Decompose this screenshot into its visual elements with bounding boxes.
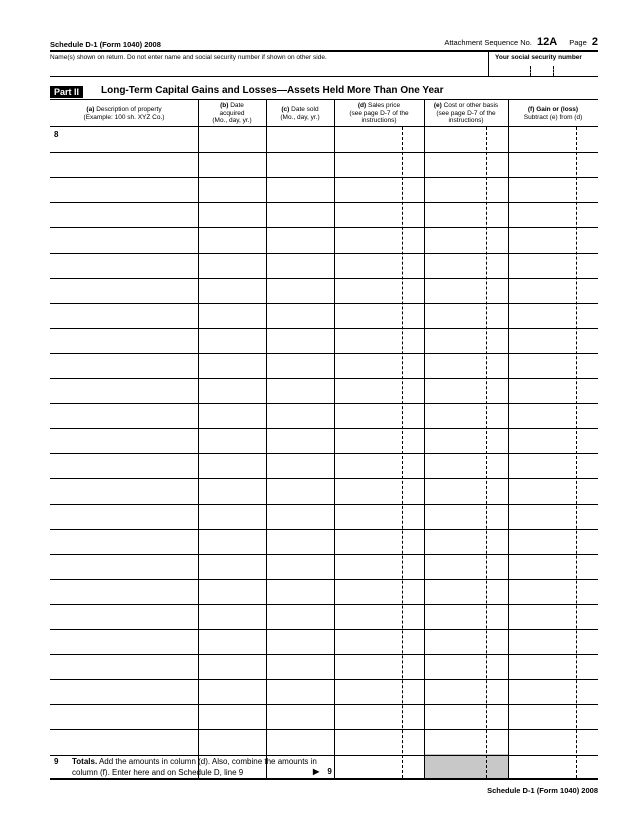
row-cell-gain-loss[interactable] xyxy=(509,153,598,177)
ssn-label: Your social security number xyxy=(495,54,582,61)
col-e-header xyxy=(424,102,508,125)
row-cell-sales-price[interactable] xyxy=(335,630,424,654)
col-b-line2: acquired xyxy=(219,109,245,117)
line-9-desc: Add the amounts in column (d). Also, combine the amounts in column (f). Enter here and on Schedule D, line 9 xyxy=(72,757,317,777)
row-cell-cost-basis[interactable] xyxy=(425,605,508,629)
col-e-total-shaded xyxy=(425,754,508,778)
row-cell-gain-loss[interactable] xyxy=(509,429,598,453)
col-d-header xyxy=(334,102,424,125)
row-cell-date-sold[interactable] xyxy=(267,279,334,303)
row-cell-date-sold[interactable] xyxy=(267,354,334,378)
page-label: Page xyxy=(569,38,587,47)
ssn-separator-1 xyxy=(530,66,531,76)
row-cell-cost-basis[interactable] xyxy=(425,505,508,529)
line-9-ref-number: 9 xyxy=(327,767,332,776)
row-cell-description[interactable] xyxy=(50,379,198,403)
row-cell-sales-price[interactable] xyxy=(335,128,424,152)
row-cell-gain-loss[interactable] xyxy=(509,530,598,554)
col-f-header xyxy=(508,106,598,121)
row-cell-date-sold[interactable] xyxy=(267,228,334,252)
row-cell-description[interactable] xyxy=(50,555,198,579)
row-cell-description[interactable] xyxy=(50,354,198,378)
part-title: Long-Term Capital Gains and Losses—Assets Held More Than One Year xyxy=(101,85,444,96)
row-cell-gain-loss[interactable] xyxy=(509,454,598,478)
row-cell-description[interactable] xyxy=(50,605,198,629)
row-cell-gain-loss[interactable] xyxy=(509,178,598,202)
row-cell-cost-basis[interactable] xyxy=(425,228,508,252)
name-field[interactable] xyxy=(50,62,487,76)
row-cell-cost-basis[interactable] xyxy=(425,128,508,152)
col-sep-f xyxy=(508,100,509,778)
row-cell-description[interactable] xyxy=(50,530,198,554)
row-cell-date-acquired[interactable] xyxy=(199,730,266,754)
col-sep-e xyxy=(424,100,425,778)
row-cell-cost-basis[interactable] xyxy=(425,530,508,554)
row-cell-date-sold[interactable] xyxy=(267,454,334,478)
total-gain-loss-field[interactable] xyxy=(509,754,598,778)
row-cell-cost-basis[interactable] xyxy=(425,680,508,704)
row-cell-gain-loss[interactable] xyxy=(509,705,598,729)
row-cell-date-acquired[interactable] xyxy=(199,254,266,278)
part-tag: Part II xyxy=(50,86,83,98)
row-cell-date-sold[interactable] xyxy=(267,605,334,629)
col-c-text: Date sold xyxy=(291,106,319,113)
row-cell-cost-basis[interactable] xyxy=(425,254,508,278)
col-a-letter: (a) xyxy=(86,106,95,113)
part-rule xyxy=(50,99,598,100)
row-cell-cost-basis[interactable] xyxy=(425,379,508,403)
header-rule xyxy=(50,50,598,52)
col-a-sub: (Example: 100 sh. XYZ Co.) xyxy=(83,113,165,121)
row-cell-date-acquired[interactable] xyxy=(199,354,266,378)
col-d-line2: (see page D-7 of the xyxy=(349,109,409,117)
row-cell-date-acquired[interactable] xyxy=(199,279,266,303)
attachment-label: Attachment Sequence No. xyxy=(444,38,532,47)
col-f-sub: Subtract (e) from (d) xyxy=(523,113,583,121)
row-cell-gain-loss[interactable] xyxy=(509,580,598,604)
row-cell-date-acquired[interactable] xyxy=(199,655,266,679)
row-cell-description[interactable] xyxy=(50,655,198,679)
row-cell-sales-price[interactable] xyxy=(335,304,424,328)
col-sep-c xyxy=(266,100,267,778)
row-cell-sales-price[interactable] xyxy=(335,655,424,679)
row-cell-date-acquired[interactable] xyxy=(199,454,266,478)
row-cell-cost-basis[interactable] xyxy=(425,304,508,328)
row-cell-sales-price[interactable] xyxy=(335,705,424,729)
row-cell-date-sold[interactable] xyxy=(267,128,334,152)
col-a-text: Description of property xyxy=(96,106,162,113)
col-header-rule xyxy=(50,126,598,127)
row-cell-date-acquired[interactable] xyxy=(199,153,266,177)
row-cell-description[interactable] xyxy=(50,429,198,453)
row-cell-cost-basis[interactable] xyxy=(425,354,508,378)
row-cell-sales-price[interactable] xyxy=(335,178,424,202)
row-cell-description[interactable] xyxy=(50,254,198,278)
col-sep-b xyxy=(198,100,199,778)
col-d-sub: instructions) xyxy=(361,117,397,124)
row-cell-date-sold[interactable] xyxy=(267,630,334,654)
row-cell-date-acquired[interactable] xyxy=(199,630,266,654)
row-cell-cost-basis[interactable] xyxy=(425,203,508,227)
row-cell-sales-price[interactable] xyxy=(335,379,424,403)
row-cell-date-sold[interactable] xyxy=(267,203,334,227)
line-9-ref xyxy=(313,767,332,776)
col-f-letter: (f) Gain or (loss) xyxy=(527,106,579,113)
col-b-letter: (b) xyxy=(220,102,229,109)
row-cell-cost-basis[interactable] xyxy=(425,153,508,177)
row-cell-sales-price[interactable] xyxy=(335,279,424,303)
names-rule xyxy=(50,76,598,77)
row-cell-date-acquired[interactable] xyxy=(199,404,266,428)
row-cell-description[interactable] xyxy=(50,153,198,177)
row-cell-description[interactable] xyxy=(50,680,198,704)
row-cell-sales-price[interactable] xyxy=(335,479,424,503)
bottom-rule xyxy=(50,778,598,780)
row-cell-sales-price[interactable] xyxy=(335,254,424,278)
row-cell-sales-price[interactable] xyxy=(335,730,424,754)
row-cell-cost-basis[interactable] xyxy=(425,705,508,729)
row-cell-date-acquired[interactable] xyxy=(199,379,266,403)
row-cell-cost-basis[interactable] xyxy=(425,555,508,579)
row-cell-date-acquired[interactable] xyxy=(199,178,266,202)
line-9-label: Totals. xyxy=(72,757,98,766)
row-cell-cost-basis[interactable] xyxy=(425,580,508,604)
col-d-cents-sep xyxy=(402,127,403,778)
row-cell-date-acquired[interactable] xyxy=(199,479,266,503)
col-sep-d xyxy=(334,100,335,778)
row-cell-description[interactable] xyxy=(50,630,198,654)
line-9-text xyxy=(72,756,320,778)
col-e-cents-sep xyxy=(486,127,487,778)
row-cell-gain-loss[interactable] xyxy=(509,630,598,654)
row-cell-date-sold[interactable] xyxy=(267,505,334,529)
attachment-seq: 12A xyxy=(536,36,558,48)
row-cell-cost-basis[interactable] xyxy=(425,329,508,353)
row-cell-gain-loss[interactable] xyxy=(509,730,598,754)
row-cell-sales-price[interactable] xyxy=(335,429,424,453)
line-8-number: 8 xyxy=(54,130,59,139)
row-cell-date-sold[interactable] xyxy=(267,730,334,754)
col-d-text: Sales price xyxy=(367,102,401,109)
row-cell-date-sold[interactable] xyxy=(267,655,334,679)
row-cell-date-acquired[interactable] xyxy=(199,680,266,704)
row-cell-date-sold[interactable] xyxy=(267,379,334,403)
row-cell-description[interactable] xyxy=(50,479,198,503)
row-cell-sales-price[interactable] xyxy=(335,404,424,428)
row-cell-date-sold[interactable] xyxy=(267,254,334,278)
col-c-header xyxy=(266,106,334,121)
row-cell-sales-price[interactable] xyxy=(335,228,424,252)
row-cell-description[interactable] xyxy=(50,404,198,428)
row-cell-date-acquired[interactable] xyxy=(199,555,266,579)
row-cell-date-acquired[interactable] xyxy=(199,329,266,353)
row-cell-sales-price[interactable] xyxy=(335,454,424,478)
ssn-field[interactable] xyxy=(489,62,597,76)
row-cell-gain-loss[interactable] xyxy=(509,655,598,679)
row-cell-date-acquired[interactable] xyxy=(199,605,266,629)
row-cell-gain-loss[interactable] xyxy=(509,605,598,629)
row-cell-date-acquired[interactable] xyxy=(199,530,266,554)
row-cell-cost-basis[interactable] xyxy=(425,630,508,654)
row-cell-description[interactable] xyxy=(50,128,198,152)
row-cell-gain-loss[interactable] xyxy=(509,404,598,428)
page-header-right xyxy=(444,36,598,48)
row-cell-gain-loss[interactable] xyxy=(509,304,598,328)
row-cell-sales-price[interactable] xyxy=(335,680,424,704)
row-cell-sales-price[interactable] xyxy=(335,354,424,378)
row-cell-description[interactable] xyxy=(50,705,198,729)
row-cell-description[interactable] xyxy=(50,279,198,303)
row-cell-sales-price[interactable] xyxy=(335,203,424,227)
col-e-sub: instructions) xyxy=(448,117,484,124)
row-cell-date-acquired[interactable] xyxy=(199,128,266,152)
row-cell-gain-loss[interactable] xyxy=(509,479,598,503)
row-cell-description[interactable] xyxy=(50,580,198,604)
row-cell-cost-basis[interactable] xyxy=(425,429,508,453)
row-cell-description[interactable] xyxy=(50,304,198,328)
row-cell-date-acquired[interactable] xyxy=(199,304,266,328)
row-cell-gain-loss[interactable] xyxy=(509,680,598,704)
row-cell-gain-loss[interactable] xyxy=(509,354,598,378)
row-cell-gain-loss[interactable] xyxy=(509,254,598,278)
row-cell-gain-loss[interactable] xyxy=(509,555,598,579)
row-cell-gain-loss[interactable] xyxy=(509,128,598,152)
row-cell-description[interactable] xyxy=(50,178,198,202)
row-cell-cost-basis[interactable] xyxy=(425,279,508,303)
row-cell-description[interactable] xyxy=(50,454,198,478)
row-cell-date-sold[interactable] xyxy=(267,580,334,604)
row-cell-date-sold[interactable] xyxy=(267,705,334,729)
line-9-number: 9 xyxy=(54,757,59,766)
row-cell-sales-price[interactable] xyxy=(335,530,424,554)
row-cell-cost-basis[interactable] xyxy=(425,730,508,754)
row-cell-cost-basis[interactable] xyxy=(425,454,508,478)
row-cell-description[interactable] xyxy=(50,228,198,252)
row-cell-cost-basis[interactable] xyxy=(425,479,508,503)
col-b-sub: (Mo., day, yr.) xyxy=(212,117,252,124)
row-cell-gain-loss[interactable] xyxy=(509,228,598,252)
row-cell-date-acquired[interactable] xyxy=(199,203,266,227)
row-cell-gain-loss[interactable] xyxy=(509,379,598,403)
col-e-text: Cost or other basis xyxy=(443,102,499,109)
page-number: 2 xyxy=(591,36,598,48)
row-cell-sales-price[interactable] xyxy=(335,329,424,353)
ssn-separator-2 xyxy=(553,66,554,76)
row-cell-gain-loss[interactable] xyxy=(509,279,598,303)
col-c-sub: (Mo., day, yr.) xyxy=(280,113,320,121)
row-cell-description[interactable] xyxy=(50,730,198,754)
row-cell-cost-basis[interactable] xyxy=(425,404,508,428)
row-cell-description[interactable] xyxy=(50,505,198,529)
row-cell-date-acquired[interactable] xyxy=(199,505,266,529)
col-b-header xyxy=(198,102,266,125)
row-cell-description[interactable] xyxy=(50,203,198,227)
row-cell-date-sold[interactable] xyxy=(267,555,334,579)
col-e-line2: (see page D-7 of the xyxy=(436,109,496,117)
row-cell-date-sold[interactable] xyxy=(267,329,334,353)
row-cell-date-acquired[interactable] xyxy=(199,429,266,453)
arrow-icon: ▶ xyxy=(313,767,320,776)
total-sales-price-field[interactable] xyxy=(335,754,424,778)
row-cell-date-sold[interactable] xyxy=(267,680,334,704)
row-cell-date-sold[interactable] xyxy=(267,479,334,503)
names-label: Name(s) shown on return. Do not enter name and social security number if shown on other side. xyxy=(50,54,327,61)
col-d-letter: (d) xyxy=(357,102,367,109)
row-cell-date-acquired[interactable] xyxy=(199,580,266,604)
row-cell-cost-basis[interactable] xyxy=(425,178,508,202)
row-cell-sales-price[interactable] xyxy=(335,153,424,177)
col-b-text: Date xyxy=(230,102,244,109)
row-cell-date-sold[interactable] xyxy=(267,530,334,554)
row-cell-date-sold[interactable] xyxy=(267,304,334,328)
row-cell-date-acquired[interactable] xyxy=(199,228,266,252)
row-cell-sales-price[interactable] xyxy=(335,555,424,579)
col-a-header xyxy=(50,106,198,121)
col-c-letter: (c) xyxy=(281,106,290,113)
col-e-letter: (e) xyxy=(433,102,442,109)
row-cell-date-acquired[interactable] xyxy=(199,705,266,729)
row-cell-sales-price[interactable] xyxy=(335,580,424,604)
row-cell-sales-price[interactable] xyxy=(335,505,424,529)
row-cell-description[interactable] xyxy=(50,329,198,353)
col-f-cents-sep xyxy=(576,127,577,778)
row-cell-date-sold[interactable] xyxy=(267,178,334,202)
row-cell-gain-loss[interactable] xyxy=(509,203,598,227)
row-cell-cost-basis[interactable] xyxy=(425,655,508,679)
row-cell-date-sold[interactable] xyxy=(267,429,334,453)
footer-title: Schedule D-1 (Form 1040) 2008 xyxy=(487,786,598,795)
row-cell-date-sold[interactable] xyxy=(267,153,334,177)
row-cell-gain-loss[interactable] xyxy=(509,505,598,529)
row-cell-date-sold[interactable] xyxy=(267,404,334,428)
row-cell-sales-price[interactable] xyxy=(335,605,424,629)
form-title: Schedule D-1 (Form 1040) 2008 xyxy=(50,40,161,49)
row-cell-gain-loss[interactable] xyxy=(509,329,598,353)
